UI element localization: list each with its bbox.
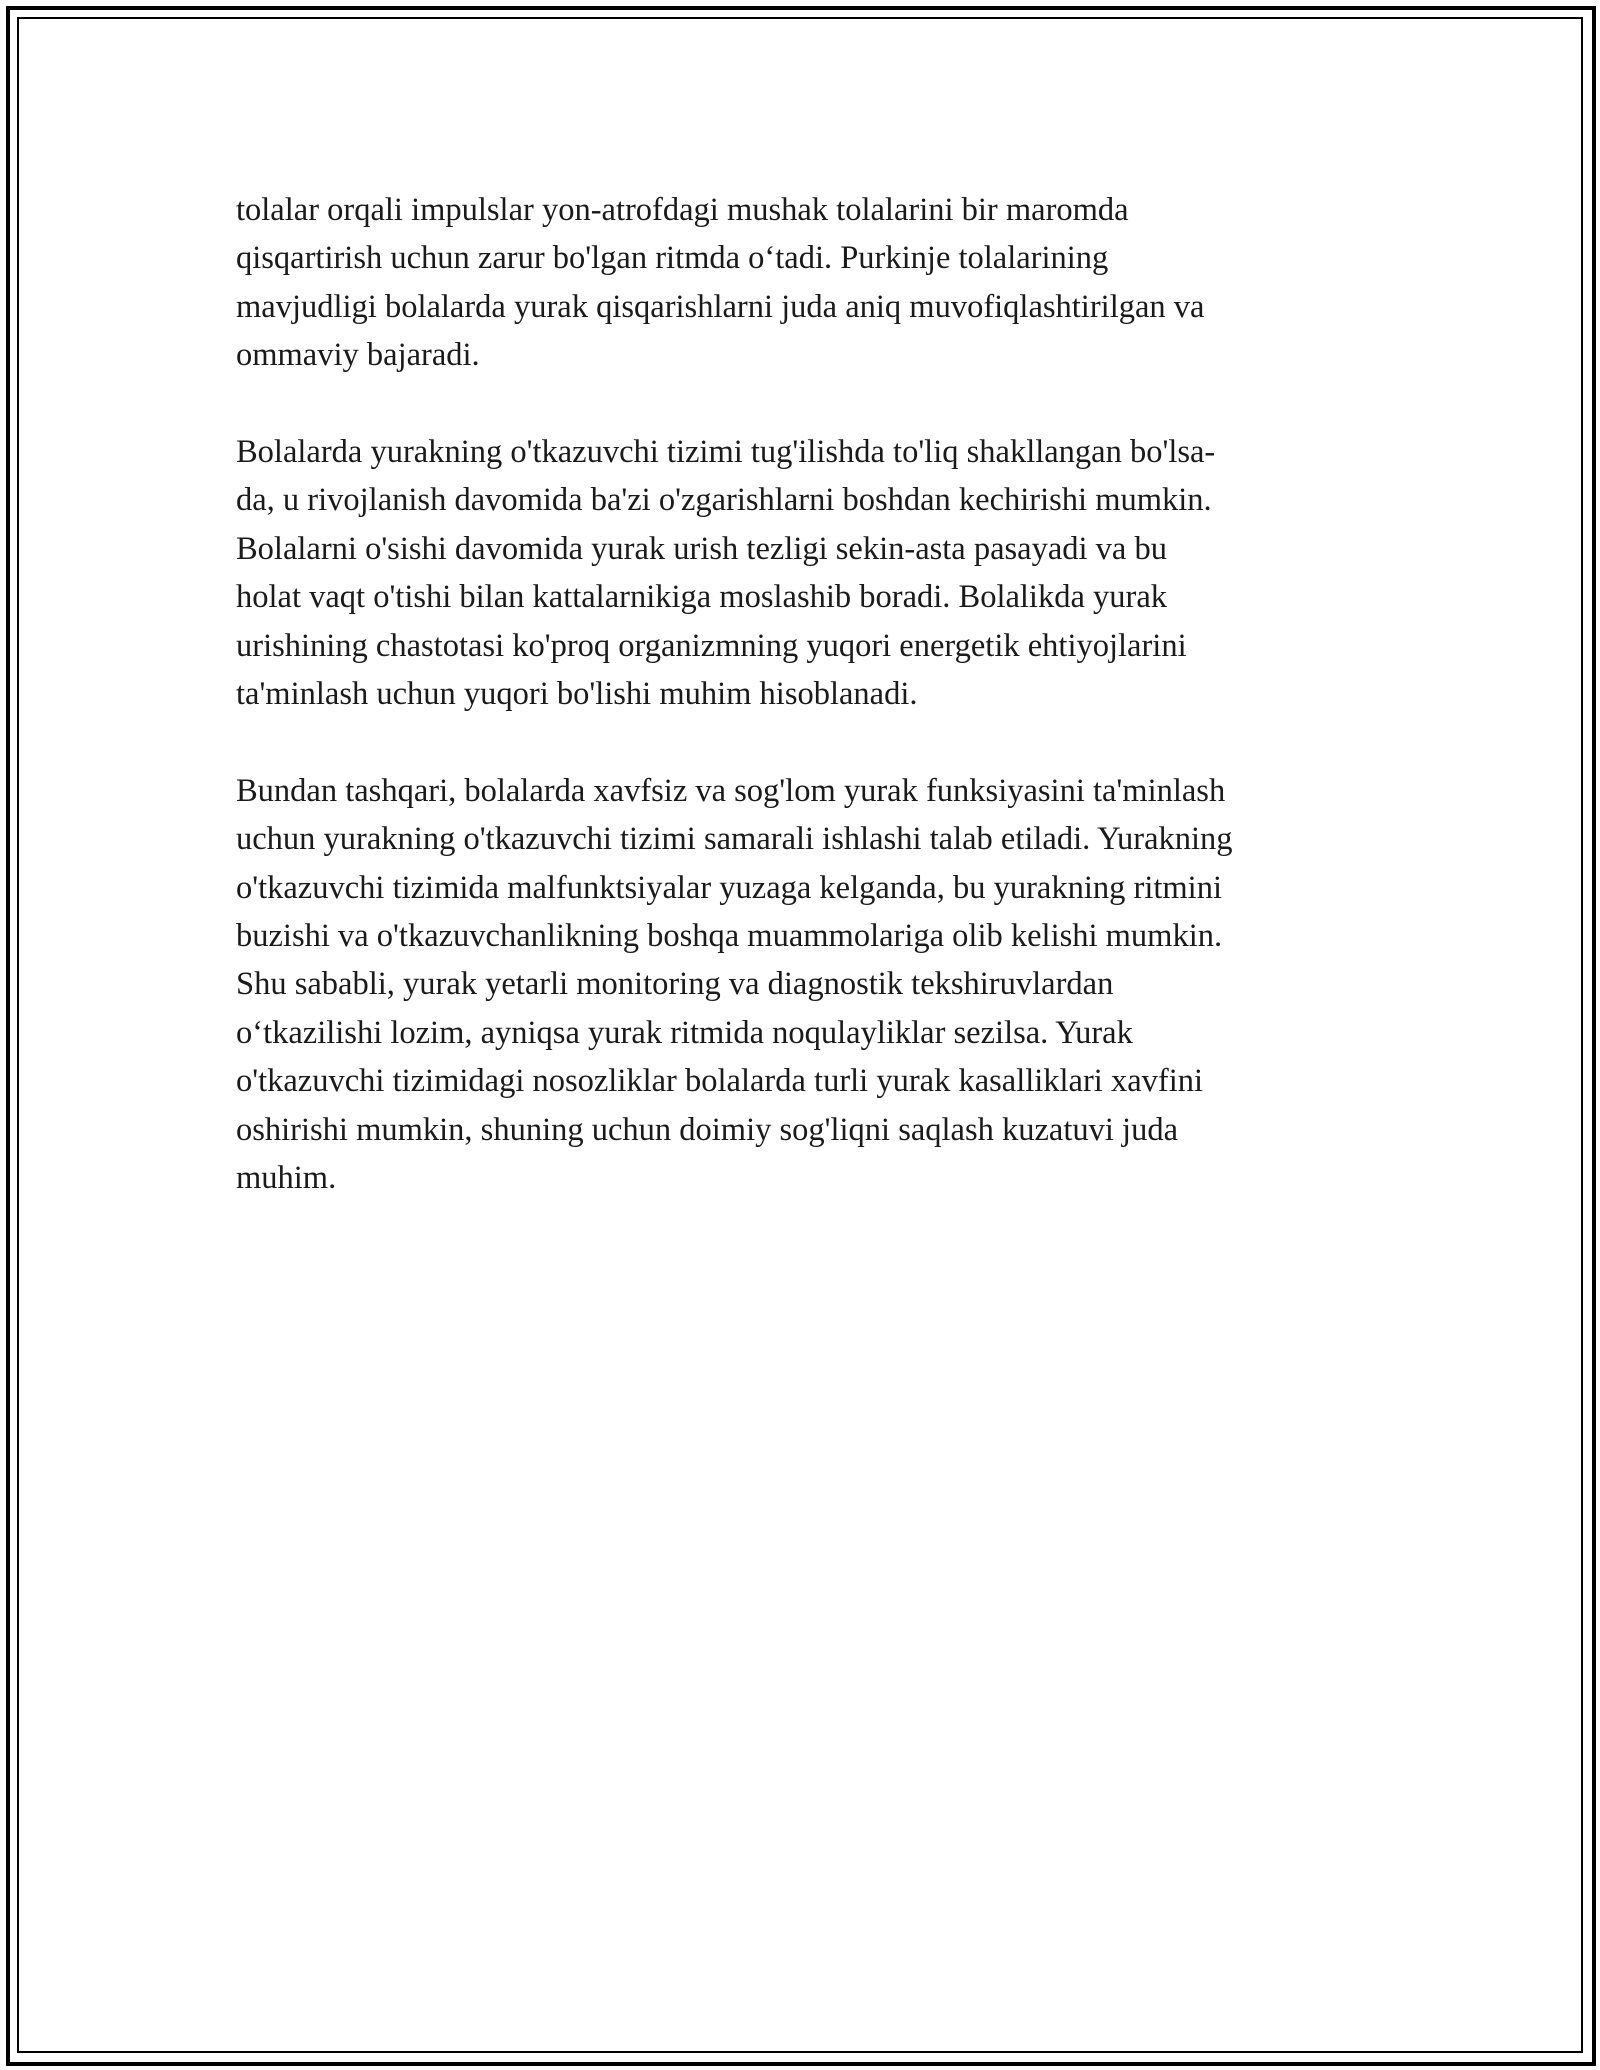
text-line: qisqartirish uchun zarur bo'lgan ritmda o‘tadi. Purkinje tolalarining [236, 240, 1109, 277]
text-line: o'tkazuvchi tizimida malfunktsiyalar yuzaga kelganda, bu yurakning ritmini [236, 869, 1222, 906]
text-line: buzishi va o'tkazuvchanlikning boshqa muammolariga olib kelishi mumkin. [236, 918, 1223, 955]
text-line: Bolalarda yurakning o'tkazuvchi tizimi tug'ilishda to'liq shakllangan bo'lsa- [236, 434, 1216, 471]
text-line: ta'minlash uchun yuqori bo'lishi muhim hisoblanadi. [236, 676, 918, 713]
text-line: ommaviy bajaradi. [236, 337, 480, 374]
text-line: Shu sababli, yurak yetarli monitoring va diagnostik tekshiruvlardan [236, 966, 1114, 1003]
text-line: holat vaqt o'tishi bilan kattalarnikiga moslashib boradi. Bolalikda yurak [236, 579, 1168, 616]
text-line: da, u rivojlanish davomida ba'zi o'zgarishlarni boshdan kechirishi mumkin. [236, 482, 1212, 519]
text-line: o‘tkazilishi lozim, ayniqsa yurak ritmida noqulayliklar sezilsa. Yurak [236, 1014, 1133, 1051]
paragraph-2 [236, 428, 1376, 718]
text-line: urishining chastotasi ko'proq organizmning yuqori energetik ehtiyojlarini [236, 627, 1187, 664]
text-line: mavjudligi bolalarda yurak qisqarishlarni juda aniq muvofiqlashtirilgan va [236, 288, 1205, 325]
document-body [236, 186, 1376, 1251]
text-line: Bundan tashqari, bolalarda xavfsiz va sog'lom yurak funksiyasini ta'minlash [236, 772, 1226, 809]
text-line: uchun yurakning o'tkazuvchi tizimi samarali ishlashi talab etiladi. Yurakning [236, 821, 1233, 858]
paragraph-3 [236, 767, 1376, 1203]
text-line: Bolalarni o'sishi davomida yurak urish tezligi sekin-asta pasayadi va bu [236, 530, 1167, 567]
text-line: oshirishi mumkin, shuning uchun doimiy sog'liqni saqlash kuzatuvi juda [236, 1111, 1178, 1148]
text-line: muhim. [236, 1160, 337, 1197]
paragraph-1 [236, 186, 1376, 380]
text-line: tolalar orqali impulslar yon-atrofdagi mushak tolalarini bir maromda [236, 192, 1129, 228]
text-line: o'tkazuvchi tizimidagi nosozliklar bolalarda turli yurak kasalliklari xavfini [236, 1063, 1204, 1100]
